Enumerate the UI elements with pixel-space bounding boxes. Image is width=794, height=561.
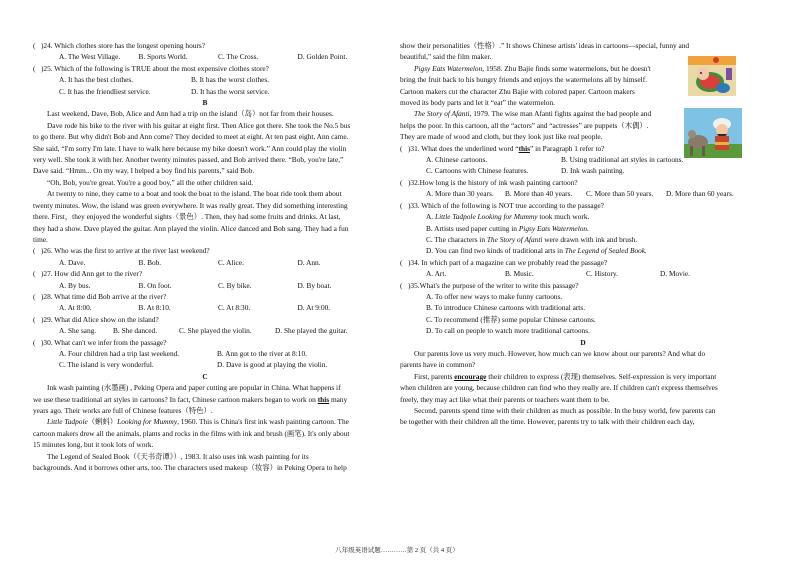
option[interactable]: A. Chinese cartoons. (426, 155, 488, 165)
option[interactable]: A. She sang. (59, 326, 97, 336)
option[interactable]: A. By bus. (59, 280, 91, 290)
option[interactable]: C. She played the violin. (179, 326, 252, 336)
section-c-heading: C (202, 371, 208, 381)
option[interactable]: D. Dave is good at playing the violin. (217, 360, 328, 370)
option[interactable]: C. The Cross. (218, 52, 259, 62)
option[interactable]: A. Four children had a trip last weekend. (59, 348, 180, 358)
question-32: ( )32.How long is the history of ink wash painting cartoon? (400, 177, 578, 187)
option[interactable]: D. Golden Point. (297, 52, 348, 62)
question-31: ( )31. What does the underlined word “this” in Paragraph 1 refer to? (400, 143, 605, 153)
option[interactable]: D. At 9:00. (297, 303, 331, 313)
option[interactable]: C. To recommend (推荐) some popular Chinese cartoons. (426, 314, 596, 324)
passage-c-line: Pigsy Eats Watermelon, 1958. Zhu Bajie finds some watermelons, but he doesn't (414, 63, 651, 73)
passage-b-line: She said, “I'm sorry I'm late. I have to walk here because my bike doesn't work.” Ann could play the violin (33, 143, 347, 153)
option[interactable]: A. Art. (426, 269, 447, 279)
option[interactable]: D. To call on people to watch more traditional cartoons. (426, 326, 590, 336)
option[interactable]: B. To introduce Chinese cartoons with traditional arts. (426, 303, 586, 313)
option[interactable]: B. At 8:10. (138, 303, 171, 313)
option[interactable]: A. It has the best clothes. (59, 75, 134, 85)
passage-c-line: Ink wash painting (水墨画) , Peking Opera and paper cutting are popular in China. What happens if (47, 383, 341, 393)
question-26: ( )26. Who was the first to arrive at the river last weekend? (33, 246, 210, 256)
question-31-options-row2 (400, 165, 766, 176)
afanti-cartoon-image (684, 108, 742, 158)
passage-b-line: to go there. But why didn't Bob and Ann come? They decided to meet at eight. At ten past eight, Ann came. (33, 132, 349, 142)
option[interactable]: B. Music. (505, 269, 534, 279)
question-35: ( )35.What's the purpose of the writer to write this passage? (400, 280, 579, 290)
question-30: ( )30. What can't we infer from the passage? (33, 337, 167, 347)
option[interactable]: A. Little Tadpole Looking for Mummy took much work. (426, 212, 590, 222)
question-25-options-row1 (33, 74, 377, 85)
question-28: ( )28. What time did Bob arrive at the river? (33, 291, 167, 301)
passage-c-line: backgrounds. And it borrows other arts, too. The characters used makeup（妆容）in Peking Opera to help (33, 463, 347, 473)
option[interactable]: C. The characters in The Story of Afanti were drawn with ink and brush. (426, 234, 638, 244)
question-25: ( )25. Which of the following is TRUE about the most expensive clothes store? (33, 63, 269, 73)
page-footer: 八年级英语试题…………第 2 页（共 4 页） (335, 547, 459, 554)
option[interactable]: C. History. (586, 269, 618, 279)
passage-c-line: show their personalities（性格）.” It shows Chinese artists' ideas in cartoons—special, funny and (400, 41, 690, 50)
option[interactable]: D. Ink wash painting. (561, 166, 625, 176)
option[interactable]: A. At 8:00. (59, 303, 92, 313)
passage-b-line: they had a show. Dave played the guitar. Ann played the violin. Alice danced and Bob sang. They had a fun (33, 223, 349, 233)
passage-c-line: Cartoon makers cut the character Zhu Bajie with colored paper. Cartoon makers (400, 86, 635, 96)
question-26-options (33, 257, 377, 268)
option[interactable]: C. Alice. (218, 257, 244, 267)
question-30-options-row2 (33, 359, 377, 370)
question-29: ( )29. What did Alice show on the island? (33, 314, 159, 324)
option[interactable]: C. At 8:30. (218, 303, 251, 313)
option[interactable]: D. She played the guitar. (275, 326, 348, 336)
passage-d-line: when children are young, because children can find who they really are. If children can't express themselves (400, 383, 718, 393)
passage-c-line: 15 minutes long, but it took lots of work. (33, 440, 154, 450)
option[interactable]: B. Using traditional art styles in cartoons. (561, 155, 684, 165)
section-b-heading: B (202, 98, 208, 108)
option[interactable]: D. You can find two kinds of traditional arts in The Legend of Sealed Book. (426, 246, 647, 256)
passage-c-line: bring the fruit back to his hungry friends and enjoys the watermelons all by himself. (400, 75, 647, 85)
passage-c-line: They are made of wood and cloth, but they look just like real people. (400, 132, 603, 142)
passage-d-line: freely, they may act like what their parents or teachers want them to be. (400, 394, 610, 404)
passage-c-line: helps the poor. In this cartoon, all the “actors” and “actresses” are puppets（木偶）. (400, 120, 649, 130)
question-25-options-row2 (33, 86, 377, 97)
option[interactable]: B. More than 40 years. (505, 189, 573, 199)
question-24: ( )24. Which clothes store has the longest opening hours? (33, 41, 206, 50)
option[interactable]: B. Sports World. (138, 52, 188, 62)
passage-c-line: we use these traditional art styles in cartoons? In fact, Chinese cartoon makers began to work on this many (33, 394, 348, 404)
option[interactable]: C. Cartoons with Chinese features. (426, 166, 529, 176)
option[interactable]: C. It has the friendliest service. (59, 86, 151, 96)
passage-c-line: cartoon makers drew all the animals, plants and rocks in the films with ink and brush (画笔). It's only about (33, 428, 350, 438)
underlined-word-this: this (317, 394, 330, 404)
question-27: ( )27. How did Ann get to the river? (33, 269, 143, 279)
option[interactable]: D. Movie. (660, 269, 690, 279)
passage-d-line: First, parents encourage their children to express (表现) themselves. Self-expression is very important (414, 371, 717, 381)
option[interactable]: B. Bob. (138, 257, 162, 267)
question-34: ( )34. In which part of a magazine can we probably read the passage? (400, 257, 608, 267)
passage-c-line: years ago. Their works are full of Chinese features（特色）. (33, 406, 213, 415)
option[interactable]: C. More than 50 years. (586, 189, 654, 199)
option[interactable]: D. It has the worst service. (191, 86, 270, 96)
passage-d-line: Second, parents spend time with their children as much as possible. In the busy world, few parents can (414, 406, 716, 415)
option[interactable]: D. Ann. (297, 257, 321, 267)
passage-c-line: The Story of Afanti, 1979. The wise man Afanti fights against the bad people and (414, 109, 652, 119)
passage-b-p3: “Oh, Bob, you're great. You're a good boy,” all the other children said. (47, 177, 254, 187)
question-27-options (33, 280, 377, 291)
option[interactable]: A. Dave. (59, 257, 86, 267)
section-d-heading: D (580, 337, 586, 347)
passage-b-line: Dave said. “Hmm... On my way, I helped a boy find his parents,” said Bob. (33, 166, 255, 176)
option[interactable]: C. By bike. (218, 280, 252, 290)
option[interactable]: B. Artists used paper cutting in Pigsy Eats Watermelon. (426, 223, 589, 233)
passage-d-line: be together with their children all the time. However, parents try to talk with their children each day, (400, 417, 695, 427)
passage-b-line: time. (33, 234, 48, 244)
passage-b-p1: Last weekend, Dave, Bob, Alice and Ann had a trip on the island（岛）not far from their houses. (47, 109, 334, 119)
passage-c-line: moved its body parts and let it “eat” the watermelon. (400, 98, 555, 108)
passage-c-line: The Legend of Sealed Book（《天书奇谭》）, 1983. It also uses ink wash painting for its (47, 451, 309, 461)
passage-d-line: parents have in common? (400, 360, 476, 370)
right-column (400, 40, 766, 428)
question-30-options-row1 (33, 348, 377, 359)
passage-b-line: At twenty to nine, they came to a boat and took the boat to the island. The boat ride took them about (47, 189, 342, 199)
option[interactable]: B. It has the worst clothes. (191, 75, 270, 85)
question-28-options (33, 302, 377, 313)
passage-c-line: beautiful,” said the film maker. (400, 52, 492, 62)
option[interactable]: C. The island is very wonderful. (59, 360, 154, 370)
option[interactable]: D. More than 60 years. (666, 189, 734, 199)
question-33: ( )33. Which of the following is NOT true according to the passage? (400, 200, 604, 210)
option[interactable]: B. On foot. (138, 280, 172, 290)
left-column (33, 40, 377, 473)
passage-b-line: very well. She took it with her. Another twenty minutes passed, and Bob arrived there. “Bob, you're late,” (33, 155, 344, 165)
passage-b-line: there. First，they enjoyed the wonderful sights（景色）. Then, they had some fruits and drinks. At last, (33, 212, 341, 222)
option[interactable]: D. By boat. (297, 280, 332, 290)
pigsy-cartoon-image (688, 56, 736, 96)
question-24-options (33, 51, 377, 62)
passage-c-line: Little Tadpole（蝌蚪）Looking for Mummy, 1960. This is China's first ink wash painting cartoon. The (47, 417, 349, 427)
question-32-options (400, 188, 766, 199)
question-29-options (33, 325, 377, 336)
question-34-options (400, 268, 766, 279)
option[interactable]: A. More than 30 years. (426, 189, 494, 199)
passage-d-line: Our parents love us very much. However, how much can we know about our parents? And what do (414, 348, 706, 358)
option[interactable]: B. Ann got to the river at 8:10. (217, 348, 307, 358)
option[interactable]: A. To offer new ways to make funny cartoons. (426, 291, 563, 301)
option[interactable]: B. She danced. (113, 326, 158, 336)
option[interactable]: A. The West Village. (59, 52, 121, 62)
passage-b-line: Dave rode his bike to the river with his guitar at eight first. Then Alice got there. She took the No.5 bus (47, 120, 351, 130)
passage-b-line: twenty minutes. Wow, the island was green everywhere. It was really great. They did something interesting (33, 200, 348, 210)
